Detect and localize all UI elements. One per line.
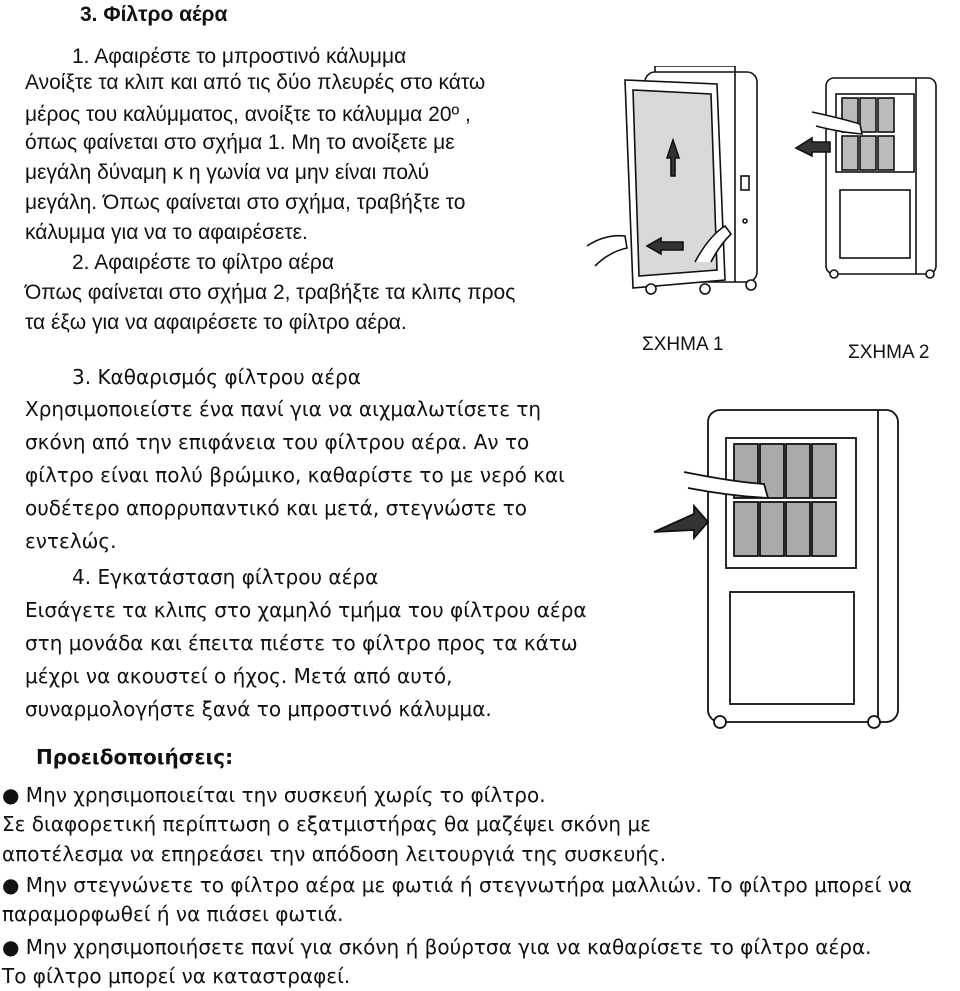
step3-line-3: φίλτρο είναι πολύ βρώμικο, καθαρίστε το με νερό και [25,463,565,487]
step1-title: 1. Αφαιρέστε το μπροστινό κάλυμμα [72,45,407,68]
step3-line-2: σκόνη από την επιφάνεια του φίλτρου αέρα. Αν το [25,430,530,454]
step2-line-2: τα έξω για να αφαιρέσετε το φίλτρο αέρα. [25,311,407,334]
step4-line-4: συναρμολογήστε ξανά το μπροστινό κάλυμμα. [25,697,492,721]
step2-title: 2. Αφαιρέστε το φίλτρο αέρα [72,251,335,274]
step3-line-4: ουδέτερο απορρυπαντικό και μετά, στεγνώστε το [25,496,528,520]
figure-2-large-illustration [644,402,914,732]
step1-line-3: όπως φαίνεται στο σχήμα 1. Μη το ανοίξετε με [25,131,455,154]
figure-1-caption: ΣΧΗΜΑ 1 [642,334,724,355]
step3-line-1 [25,396,615,422]
step1-line-5: μεγάλη. Όπως φαίνεται στο σχήμα, τραβήξτε το [25,191,466,214]
step2-line-1: Όπως φαίνεται στο σχήμα 2, τραβήξτε τα κλιπς προς [25,281,516,304]
step4-line-2: στη μονάδα και έπειτα πιέστε το φίλτρο προς τα κάτω [25,631,578,655]
figure-2-caption: ΣΧΗΜΑ 2 [848,342,930,363]
step3-line-1-text: Χρησιμοποιείστε ένα πανί για να αιχμαλωτίσετε τη [25,397,542,421]
figure-2-top-illustration [790,72,958,280]
warning-line-5: παραμορφωθεί ή να πιάσει φωτιά. [2,902,344,926]
warning-line-3: αποτέλεσμα να επηρεάσει την απόδοση λειτουργιά της συσκευής. [2,842,667,866]
step3-title: 3. Καθαρισμός φίλτρου αέρα [72,365,361,389]
warnings-title: Προειδοποιήσεις: [36,745,234,769]
step4-line-1: Εισάγετε τα κλιπς στο χαμηλό τμήμα του φίλτρου αέρα [25,598,587,622]
warning-line-7: Το φίλτρο μπορεί να καταστραφεί. [2,964,351,988]
figure-1-illustration [585,66,785,298]
step4-line-3: μέχρι να ακουστεί ο ήχος. Μετά από αυτό, [25,664,453,688]
warning-line-1: ● Μην χρησιμοποιείται την συσκευή χωρίς το φίλτρο. [2,783,546,807]
section-title: 3. Φίλτρο αέρα [80,3,228,26]
warning-line-4: ● Μην στεγνώνετε το φίλτρο αέρα με φωτιά ή στεγνωτήρα μαλλιών. Το φίλτρο μπορεί να [2,873,913,897]
warning-line-6: ● Μην χρησιμοποιήσετε πανί για σκόνη ή βούρτσα για να καθαρίσετε το φίλτρο αέρα. [2,935,872,959]
step4-title: 4. Εγκατάσταση φίλτρου αέρα [72,565,379,589]
step3-line-5: εντελώς. [25,529,117,553]
warning-line-2: Σε διαφορετική περίπτωση ο εξατμιστήρας θα μαζέψει σκόνη με [2,812,651,836]
step1-line-1: Ανοίξτε τα κλιπ και από τις δύο πλευρές στο κάτω [25,71,486,94]
step1-line-4: μεγάλη δύναμη κ η γωνία να μην είναι πολύ [25,161,430,184]
step1-line-6: κάλυμμα για να το αφαιρέσετε. [25,221,308,244]
step1-line-2: μέρος του καλύμματος, ανοίξτε το κάλυμμα 20º , [25,103,471,126]
